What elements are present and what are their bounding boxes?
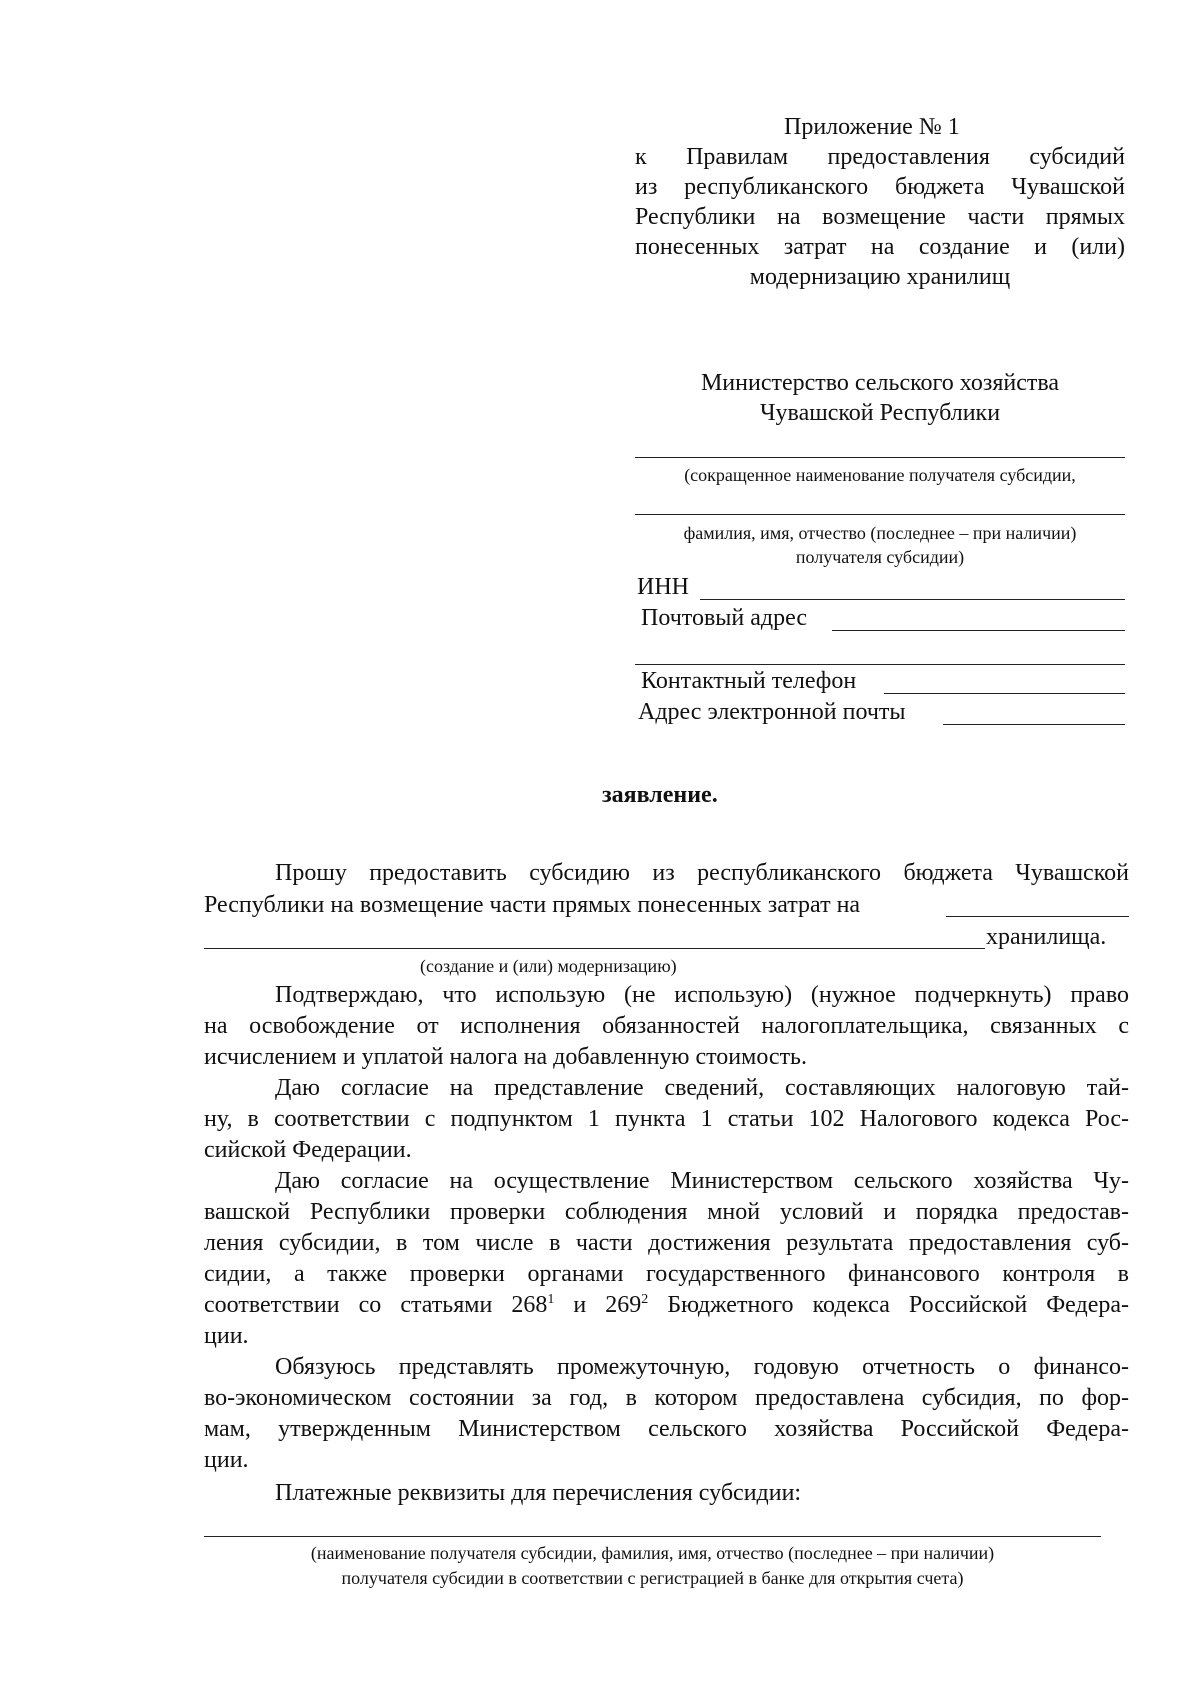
bottom-caption-2: получателя субсидии в соответствии с регистрацией в банке для открытия счета) bbox=[341, 1568, 964, 1588]
postal-address-line-2[interactable] bbox=[635, 664, 1125, 665]
addressee-line-2: Чувашской Республики bbox=[759, 400, 1001, 426]
p3-line-1: Даю согласие на представление сведений, составляющих налоговую тай- bbox=[275, 1075, 1129, 1101]
applicant-fio-line[interactable] bbox=[635, 514, 1125, 515]
addressee-line-1: Министерство сельского хозяйства bbox=[700, 370, 1060, 396]
annex-line-4: понесенных затрат на создание и (или) bbox=[635, 234, 1125, 260]
p4-line-5-a: соответствии со статьями 268 bbox=[204, 1292, 548, 1318]
p4-line-5-b: и 269 bbox=[554, 1292, 642, 1318]
applicant-caption-2b: получателя субсидии) bbox=[795, 547, 965, 567]
annex-line-3: Республики на возмещение части прямых bbox=[635, 204, 1125, 230]
payment-recipient-line[interactable] bbox=[204, 1536, 1101, 1537]
annex-title: Приложение № 1 bbox=[784, 114, 960, 140]
p1-caption: (создание и (или) модернизацию) bbox=[420, 956, 677, 976]
costs-purpose-field-1[interactable] bbox=[946, 894, 1129, 917]
p3-line-3: сийской Федерации. bbox=[204, 1137, 412, 1163]
email-label: Адрес электронной почты bbox=[638, 699, 906, 725]
p4-line-5 bbox=[204, 1290, 1129, 1320]
p5-line-3: мам, утвержденным Министерством сельского хозяйства Российской Федера- bbox=[204, 1416, 1129, 1442]
postal-address-field[interactable] bbox=[832, 608, 1125, 631]
costs-purpose-field-2[interactable] bbox=[204, 926, 985, 949]
p3-line-2: ну, в соответствии с подпунктом 1 пункта 1 статьи 102 Налогового кодекса Рос- bbox=[204, 1106, 1129, 1132]
p1-line-2: Республики на возмещение части прямых понесенных затрат на bbox=[204, 892, 861, 918]
p4-line-2: вашской Республики проверки соблюдения мной условий и порядка предостав- bbox=[204, 1199, 1129, 1225]
p4-line-4: сидии, а также проверки органами государственного финансового контроля в bbox=[204, 1261, 1129, 1287]
p4-line-6: ции. bbox=[204, 1323, 249, 1349]
postal-address-label: Почтовый адрес bbox=[641, 605, 808, 631]
bottom-caption-1: (наименование получателя субсидии, фамилия, имя, отчество (последнее – при наличии) bbox=[310, 1543, 995, 1563]
p2-line-3: исчислением и уплатой налога на добавленную стоимость. bbox=[204, 1044, 807, 1070]
p4-line-1: Даю согласие на осуществление Министерством сельского хозяйства Чу- bbox=[275, 1168, 1129, 1194]
p6-payment-details: Платежные реквизиты для перечисления субсидии: bbox=[275, 1480, 802, 1506]
applicant-caption-1: (сокращенное наименование получателя субсидии, bbox=[684, 465, 1076, 485]
p5-line-2: во-экономическом состоянии за год, в котором предоставлена субсидия, по фор- bbox=[204, 1385, 1129, 1411]
annex-line-1: к Правилам предоставления субсидий bbox=[635, 144, 1125, 170]
p2-line-1: Подтверждаю, что использую (не использую) (нужное подчеркнуть) право bbox=[275, 982, 1129, 1008]
p4-sup-2: 2 bbox=[641, 1292, 649, 1307]
p1-line-3-tail: хранилища. bbox=[986, 924, 1107, 950]
p4-sup-1: 1 bbox=[547, 1292, 555, 1307]
inn-label: ИНН bbox=[637, 574, 689, 600]
p4-line-5-c: Бюджетного кодекса Российской Федера- bbox=[648, 1292, 1130, 1318]
applicant-caption-2a: фамилия, имя, отчество (последнее – при наличии) bbox=[683, 523, 1077, 543]
p5-line-4: ции. bbox=[204, 1447, 249, 1473]
p2-line-2: на освобождение от исполнения обязанностей налогоплательщика, связанных с bbox=[204, 1013, 1129, 1039]
p5-line-1: Обязуюсь представлять промежуточную, годовую отчетность о финансо- bbox=[275, 1354, 1129, 1380]
document-title: заявление. bbox=[602, 782, 718, 808]
annex-line-2: из республиканского бюджета Чувашской bbox=[635, 174, 1125, 200]
annex-line-5: модернизацию хранилищ bbox=[749, 264, 1011, 290]
p1-line-1: Прошу предоставить субсидию из республиканского бюджета Чувашской bbox=[275, 860, 1129, 886]
phone-field[interactable] bbox=[884, 671, 1125, 694]
email-field[interactable] bbox=[943, 702, 1125, 725]
phone-label: Контактный телефон bbox=[641, 668, 857, 694]
p4-line-3: ления субсидии, в том числе в части достижения результата предоставления суб- bbox=[204, 1230, 1129, 1256]
inn-field[interactable] bbox=[700, 577, 1125, 600]
applicant-name-line[interactable] bbox=[635, 457, 1125, 458]
